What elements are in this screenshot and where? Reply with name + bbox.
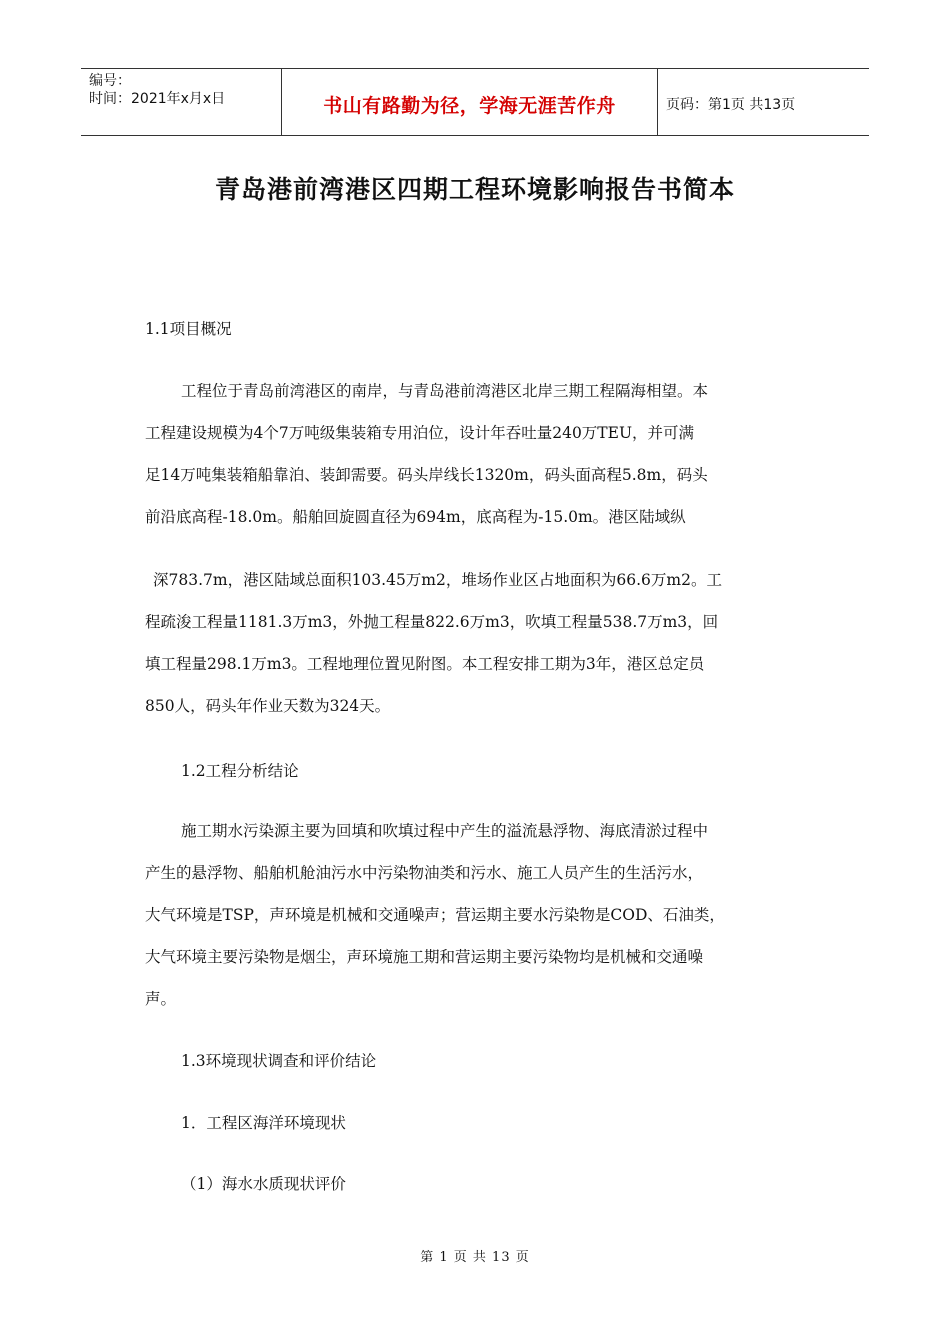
paragraph-line: 程疏浚工程量1181.3万m3，外抛工程量822.6万m3，吹填工程量538.7万m3，回: [145, 613, 719, 631]
document-header: [81, 68, 869, 136]
paragraph-line: 工程位于青岛前湾港区的南岸，与青岛港前湾港区北岸三期工程隔海相望。本: [181, 382, 709, 400]
paragraph-line: 前沿底高程-18.0m。船舶回旋圆直径为694m，底高程为-15.0m。港区陆域纵: [145, 508, 686, 526]
subsection-heading: （1）海水水质现状评价: [181, 1175, 346, 1193]
paragraph-line: 850人，码头年作业天数为324天。: [145, 697, 391, 715]
paragraph-line: 产生的悬浮物、船舶机舱油污水中污染物油类和污水、施工人员产生的生活污水，: [145, 864, 704, 882]
section-heading-1-3: 1.3环境现状调查和评价结论: [181, 1052, 377, 1070]
paragraph-line: 施工期水污染源主要为回填和吹填过程中产生的溢流悬浮物、海底清淤过程中: [181, 822, 709, 840]
header-motto-cell: [281, 69, 658, 135]
paragraph-line: 工程建设规模为4个7万吨级集装箱专用泊位，设计年吞吐量240万TEU，并可满: [145, 424, 695, 442]
number-label: 编号：: [89, 73, 131, 89]
paragraph-line: 大气环境主要污染物是烟尘，声环境施工期和营运期主要污染物均是机械和交通噪: [145, 948, 704, 966]
document-title: 青岛港前湾港区四期工程环境影响报告书简本: [214, 175, 735, 204]
subsection-heading: 1．工程区海洋环境现状: [181, 1114, 346, 1132]
header-page-cell: [658, 69, 869, 135]
paragraph-line: 足14万吨集装箱船靠泊、装卸需要。码头岸线长1320m，码头面高程5.8m，码头: [145, 466, 708, 484]
header-meta-cell: [81, 69, 281, 135]
time-label: 时间：2021年x月x日: [89, 91, 226, 107]
page-label: 页码：第1页 共13页: [666, 97, 796, 113]
paragraph-line: 声。: [145, 990, 177, 1008]
section-heading-1-1: 1.1项目概况: [145, 320, 232, 338]
paragraph-line: 深783.7m，港区陆域总面积103.45万m2，堆场作业区占地面积为66.6万m2。工: [153, 571, 722, 589]
motto-text: 书山有路勤为径，学海无涯苦作舟: [323, 95, 616, 117]
section-heading-1-2: 1.2工程分析结论: [181, 762, 299, 780]
paragraph-line: 大气环境是TSP，声环境是机械和交通噪声；营运期主要水污染物是COD、石油类，: [145, 906, 725, 924]
page-footer: 第 1 页 共 13 页: [420, 1250, 530, 1265]
paragraph-line: 填工程量298.1万m3。工程地理位置见附图。本工程安排工期为3年，港区总定员: [145, 655, 705, 673]
